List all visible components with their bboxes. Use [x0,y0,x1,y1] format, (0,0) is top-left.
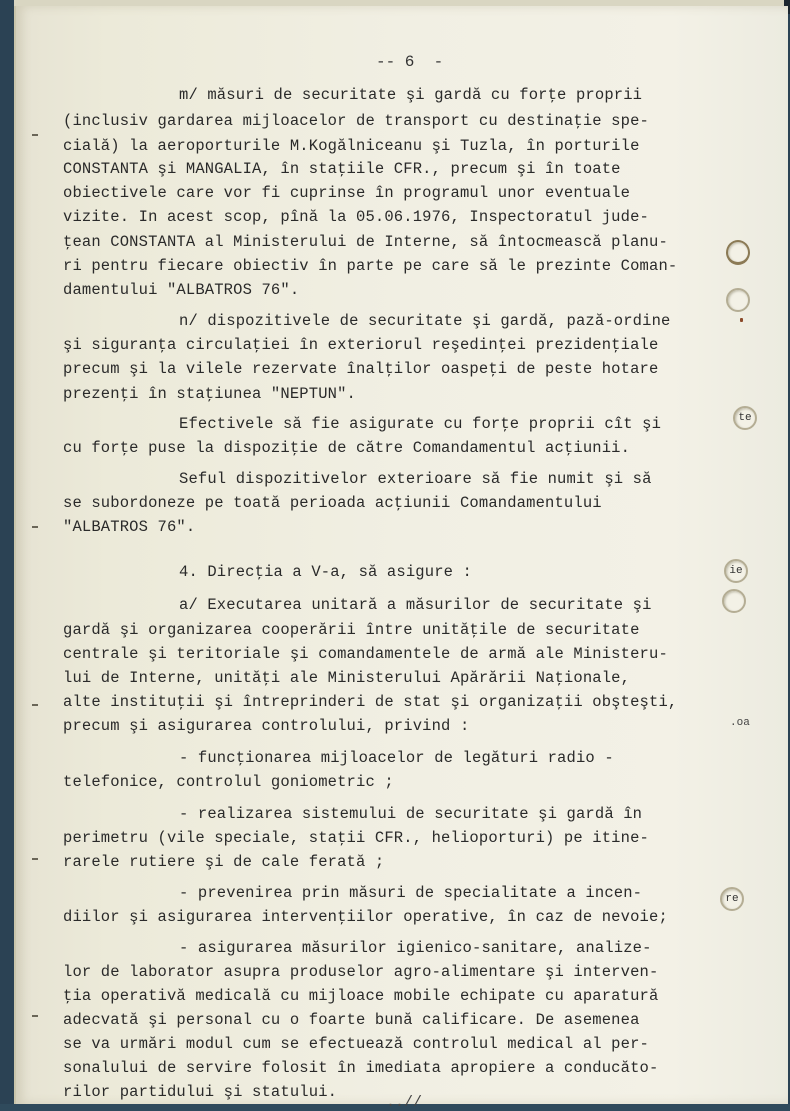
punch-hole [726,288,750,312]
punch-hole-with-fragment [733,406,757,430]
paragraph-first-line: Seful dispozitivelor exterioare să fie numit şi să [179,470,652,488]
text-line: precum şi la vilele rezervate înalţilor oaspeţi de peste hotare [63,360,659,378]
margin-dash [32,704,38,706]
punch-hole [722,589,746,613]
text-line: sonalului de servire folosit în imediata apropiere a conducăto- [63,1059,659,1077]
margin-fragment: ie [729,565,743,577]
text-line: cu forţe puse la dispoziţie de către Comandamentul acţiunii. [63,439,631,457]
paragraph-first-line: Efectivele să fie asigurate cu forţe proprii cît şi [179,415,662,433]
text-line: se subordoneze pe toată perioada acţiunii Comandamentului [63,494,602,512]
text-line: (inclusiv gardarea mijloacelor de transport cu destinaţie spe- [63,112,649,130]
text-line: CONSTANTA şi MANGALIA, în staţiile CFR., precum şi în toate [63,160,621,178]
paragraph-first-line: - prevenirea prin măsuri de specialitate a incen- [179,884,643,902]
text-line: damentului "ALBATROS 76". [63,281,300,299]
text-line: vizite. In acest scop, pînă la 05.06.1976, Inspectoratul jude- [63,208,649,226]
text-line: diilor şi asigurarea intervenţiilor operative, în caz de nevoie; [63,908,668,926]
text-line: ţia operativă medicală cu mijloace mobile echipate cu aparatură [63,987,659,1005]
text-line: lor de laborator asupra produselor agro-alimentare şi interven- [63,963,659,981]
ink-spot [740,318,743,322]
text-line: rarele rutiere şi de cale ferată ; [63,853,385,871]
margin-dash [32,1015,38,1017]
paragraph-first-line: - realizarea sistemului de securitate şi gardă în [179,805,643,823]
margin-fragment: .oa [730,717,750,729]
margin-dash [32,858,38,860]
margin-dash [32,134,38,136]
paragraph-first-line: - funcţionarea mijloacelor de legături radio - [179,749,614,767]
text-line: centrale şi teritoriale şi comandamentele de armă ale Ministeru- [63,645,668,663]
text-line: rilor partidului şi statului. [63,1083,338,1101]
paragraph-first-line: a/ Executarea unitară a măsurilor de securitate şi [179,596,652,614]
page-number: -- 6 - [376,53,444,71]
text-line: ţean CONSTANTA al Ministerului de Interne, să întocmească planu- [63,233,668,251]
text-line: gardă şi organizarea cooperării între unităţile de securitate [63,621,640,639]
paragraph-first-line: m/ măsuri de securitate şi gardă cu forţe proprii [179,86,643,104]
paragraph-first-line: 4. Direcţia a V-a, să asigure : [179,563,472,581]
text-line: alte instituţii şi întreprinderi de stat şi organizaţii obşteşti, [63,693,678,711]
text-line: obiectivele care vor fi cuprinse în programul unor eventuale [63,184,631,202]
text-line: ri pentru fiecare obiectiv în parte pe care să le prezinte Coman- [63,257,678,275]
text-line: "ALBATROS 76". [63,518,196,536]
paragraph-first-line: n/ dispozitivele de securitate şi gardă, pază-ordine [179,312,671,330]
text-line: şi siguranţa circulaţiei în exteriorul reşedinţei prezidenţiale [63,336,659,354]
punch-hole [726,240,750,265]
paragraph-first-line: - asigurarea măsurilor igienico-sanitare, analize- [179,939,652,957]
text-line: cială) la aeroporturile M.Kogălniceanu şi Tuzla, în porturile [63,137,640,155]
continuation-mark: ..// [386,1094,423,1111]
text-line: se va urmări modul cum se efectuează controlul medical al per- [63,1035,649,1053]
margin-fragment: te [738,412,752,424]
punch-hole-with-fragment [720,887,744,911]
punch-hole-with-fragment [724,559,748,583]
text-line: precum şi asigurarea controlului, privind : [63,717,470,735]
text-line: telefonice, controlul goniometric ; [63,773,394,791]
text-line: lui de Interne, unităţi ale Ministerului Apărării Naţionale, [63,669,631,687]
text-line: prezenţi în staţiunea "NEPTUN". [63,385,356,403]
text-line: perimetru (vile speciale, staţii CFR., helioporturi) pe itine- [63,829,649,847]
margin-dash [32,526,38,528]
document-page [14,6,788,1111]
margin-fragment: re [725,893,739,905]
text-line: adecvată şi personal cu o foarte bună calificare. De asemenea [63,1011,640,1029]
